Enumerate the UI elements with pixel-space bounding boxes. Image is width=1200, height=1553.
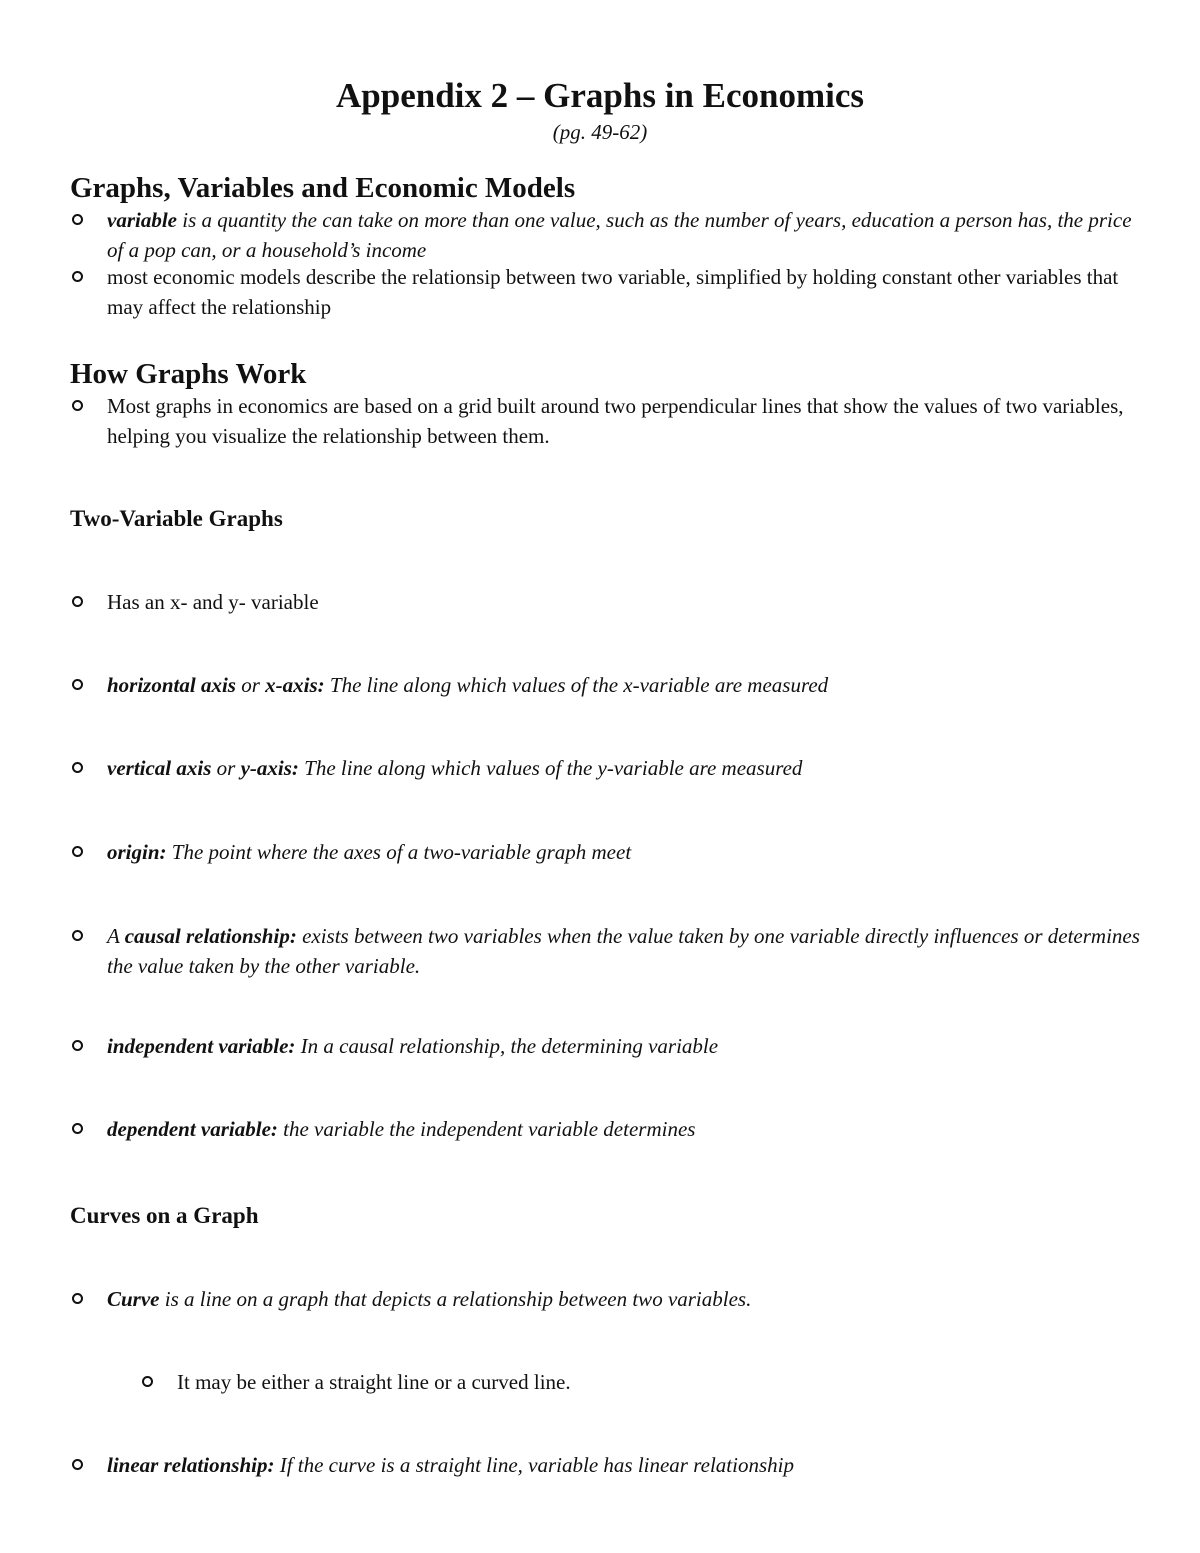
definition: exists between two variables when the value taken by one variable directly influences or determines the value taken by the other variable.: [107, 924, 1140, 978]
bullet-circle-icon: [72, 1123, 83, 1134]
term: y-axis:: [240, 756, 299, 780]
bullet-circle-icon: [72, 596, 83, 607]
bullet-text: [107, 670, 1152, 700]
term: vertical axis: [107, 756, 212, 780]
term: variable: [107, 208, 177, 232]
term: independent variable:: [107, 1034, 296, 1058]
term: origin:: [107, 840, 167, 864]
bullet-text: [107, 1450, 1152, 1480]
bullet-circle-icon: [72, 271, 83, 282]
bullet-text: most economic models describe the relationsip between two variable, simplified by holding constant other variables that may affect the relationship: [107, 265, 1119, 319]
term: causal relationship:: [124, 924, 297, 948]
page-subtitle: (pg. 49-62): [552, 120, 648, 144]
bullet-circle-icon: [72, 846, 83, 857]
term: Curve: [107, 1287, 160, 1311]
bullet-circle-icon: [72, 1040, 83, 1051]
definition: The line along which values of the x-variable are measured: [324, 673, 829, 697]
definition: the variable the independent variable determines: [277, 1117, 696, 1141]
definition: If the curve is a straight line, variable has linear relationship: [274, 1453, 794, 1477]
definition: is a line on a graph that depicts a relationship between two variables.: [159, 1287, 752, 1311]
subsection-heading-curves: Curves on a Graph: [70, 1203, 259, 1228]
bullet-circle-icon: [72, 214, 83, 225]
lead: A: [107, 924, 125, 948]
definition: In a causal relationship, the determining variable: [295, 1034, 719, 1058]
bullet-circle-icon: [72, 930, 83, 941]
bullet-text: Has an x- and y- variable: [107, 590, 319, 614]
bullet-text: [107, 1114, 1152, 1144]
bullet-text: [107, 837, 1152, 867]
bullet-text: It may be either a straight line or a curved line.: [177, 1370, 571, 1394]
section-heading-models: Graphs, Variables and Economic Models: [70, 172, 576, 204]
page-title: Appendix 2 – Graphs in Economics: [335, 76, 865, 115]
bullet-circle-icon: [142, 1376, 153, 1387]
connector: or: [235, 673, 266, 697]
bullet-text: [107, 205, 1152, 265]
definition: The line along which values of the y-variable are measured: [298, 756, 803, 780]
definition: is a quantity the can take on more than one value, such as the number of years, education a person has, the price of a pop can, or a household’s income: [107, 208, 1132, 262]
bullet-circle-icon: [72, 679, 83, 690]
bullet-circle-icon: [72, 762, 83, 773]
term: dependent variable:: [107, 1117, 278, 1141]
section-heading-how: How Graphs Work: [70, 358, 307, 390]
bullet-circle-icon: [72, 400, 83, 411]
term: x-axis:: [265, 673, 325, 697]
term: linear relationship:: [107, 1453, 275, 1477]
bullet-circle-icon: [72, 1293, 83, 1304]
bullet-text: [107, 1284, 1152, 1314]
subsection-heading-two-variable: Two-Variable Graphs: [70, 506, 283, 531]
definition: The point where the axes of a two-variable graph meet: [166, 840, 632, 864]
bullet-text: [107, 921, 1152, 981]
term: horizontal axis: [107, 673, 236, 697]
bullet-text: [107, 753, 1152, 783]
bullet-text: [107, 1031, 1152, 1061]
connector: or: [211, 756, 241, 780]
bullet-text: Most graphs in economics are based on a grid built around two perpendicular lines that show the values of two variables, helping you visualize the relationship between them.: [107, 394, 1124, 448]
bullet-circle-icon: [72, 1459, 83, 1470]
